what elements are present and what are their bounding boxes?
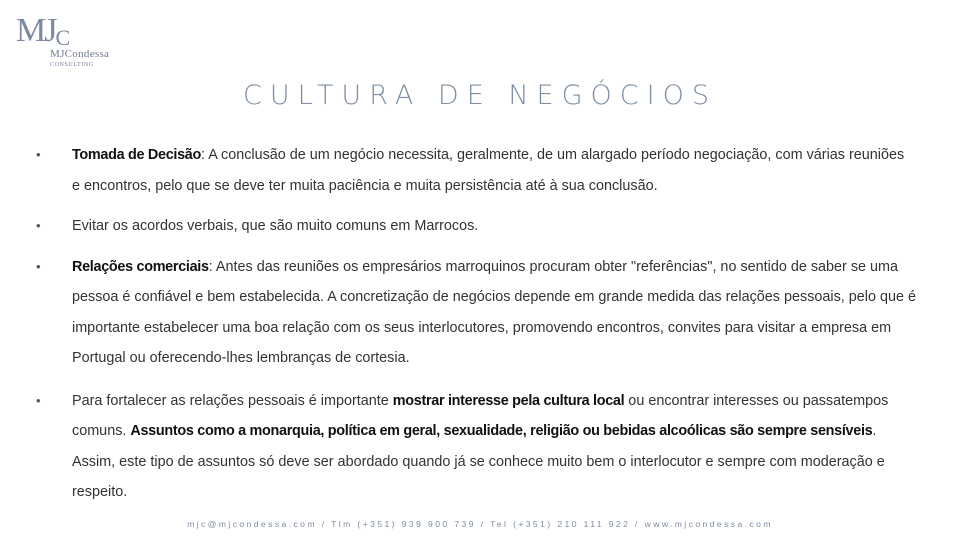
bullet-text: : Antes das reuniões os empresários marroquinos procuram obter "referências", no sentido de saber se uma pessoa é confiável e bem estabelecida. A concretização de negócios depende em grande medida das relações pessoais, pelo que é importante estabelecer uma boa relação com os seus interlocutores, promovendo encontros, convites para visitar a empresa em Portugal ou oferecendo-lhes lembranças de cortesia.	[72, 258, 917, 366]
logo-tagline: CONSULTING	[50, 62, 94, 68]
bullet-text: Para fortalecer as relações pessoais é importante	[72, 392, 393, 409]
bullet-emphasis: mostrar interesse pela cultura local	[392, 392, 625, 409]
logo-company-name: MJCondessa	[50, 48, 110, 60]
bullet-list	[36, 140, 916, 508]
slide-title: CULTURA DE NEGÓCIOS	[243, 80, 717, 111]
company-logo	[16, 14, 126, 74]
logo-monogram: MJC	[16, 12, 69, 50]
bullet-lead: Tomada de Decisão	[72, 147, 201, 163]
contact-footer: mjc@mjcondessa.com / Tlm (+351) 939 900 739 / Tel (+351) 210 111 922 / www.mjcondessa.com	[187, 519, 773, 529]
bullet-text: . Assim, este tipo de assuntos só deve ser abordado quando já se conhece muito bem o interlocutor e sempre com moderação e respeito.	[72, 423, 885, 500]
bullet-verbal-agreements	[36, 211, 916, 242]
bullet-text: : A conclusão de um negócio necessita, geralmente, de um alargado período negociação, com várias reuniões e encontros, pelo que se deve ter muita paciência e muita persistência até à sua conclusão.	[72, 147, 905, 194]
bullet-emphasis: Assuntos como a monarquia, política em geral, sexualidade, religião ou bebidas alcoólicas são sempre sensíveis	[130, 423, 873, 439]
bullet-commercial-relations	[36, 252, 916, 374]
bullet-decision-making	[36, 140, 916, 201]
bullet-text: Evitar os acordos verbais, que são muito comuns em Marrocos.	[72, 218, 479, 234]
bullet-text: ou encontrar interesses ou passatempos comuns.	[72, 392, 889, 439]
bullet-personal-relations	[36, 386, 916, 508]
bullet-lead: Relações comerciais	[72, 258, 209, 275]
